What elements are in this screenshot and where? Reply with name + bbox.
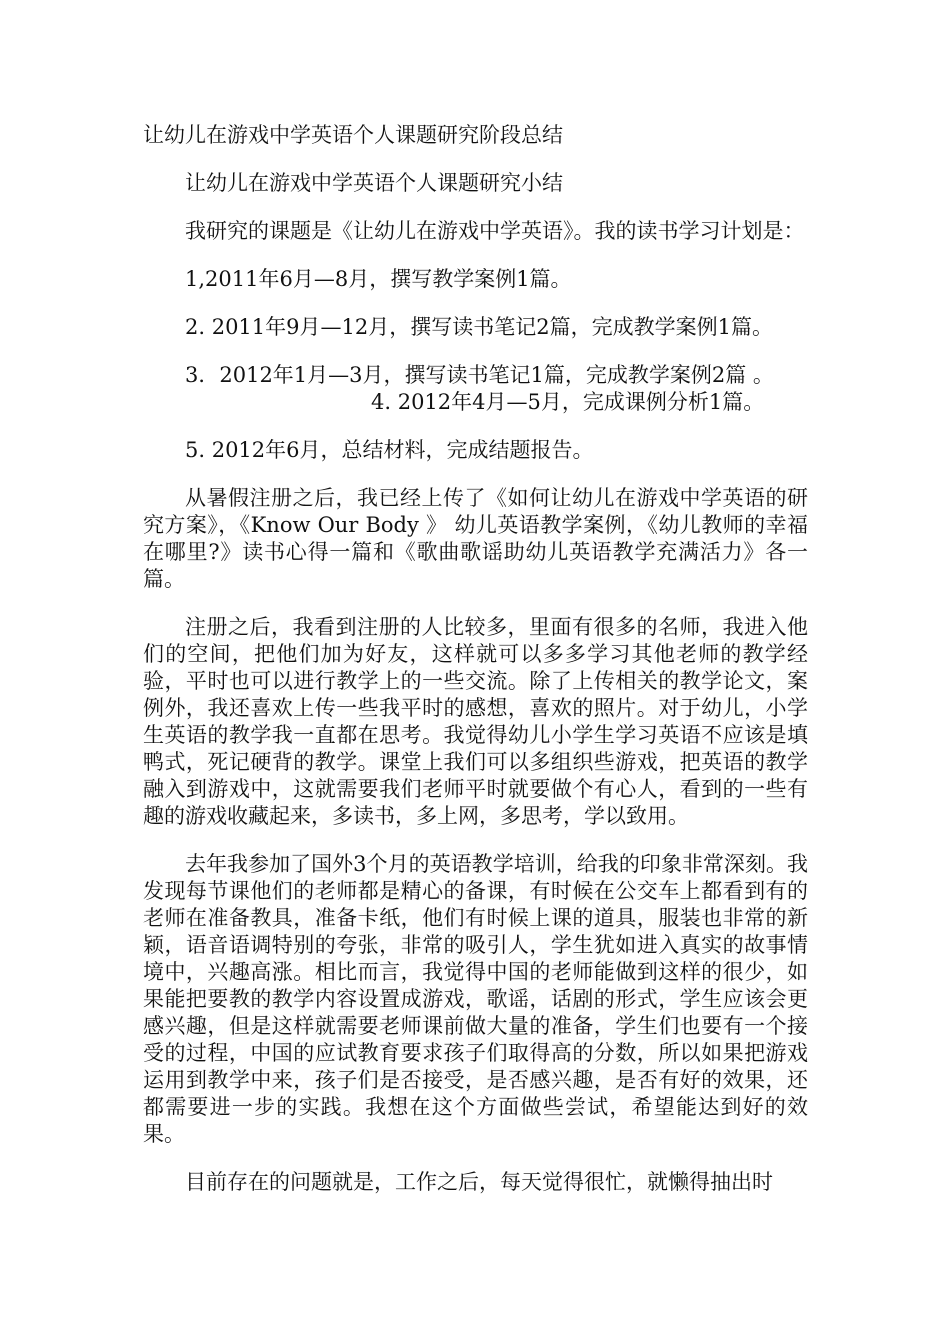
plan-item-1: 1,2011年6月—8月，撰写教学案例1篇。 bbox=[185, 267, 572, 291]
plan-item-3: 3．2012年1月—3月，撰写读书笔记1篇，完成教学案例2篇 。 bbox=[185, 363, 774, 387]
body-paragraph-1: 从暑假注册之后，我已经上传了《如何让幼儿在游戏中学英语的研究方案》，《Know Our Body 》 幼儿英语教学案例，《幼儿教师的幸福在哪里?》读书心得一篇和《歌曲歌谣助幼儿英语教学充满活力》各一篇。 bbox=[143, 486, 808, 591]
plan-item-4: 4. 2012年4月—5月，完成课例分析1篇。 bbox=[371, 390, 765, 414]
intro-paragraph: 我研究的课题是《让幼儿在游戏中学英语》。我的读书学习计划是： bbox=[185, 219, 805, 243]
body-paragraph-4: 目前存在的问题就是，工作之后，每天觉得很忙，就懒得抽出时 bbox=[185, 1170, 773, 1194]
body-paragraph-2: 注册之后，我看到注册的人比较多，里面有很多的名师，我进入他们的空间，把他们加为好友，这样就可以多多学习其他老师的教学经验，平时也可以进行教学上的一些交流。除了上传相关的教学论文，案例外，我还喜欢上传一些我平时的感想，喜欢的照片。对于幼儿，小学生英语的教学我一直都在思考。我觉得幼儿小学生学习英语不应该是填鸭式，死记硬背的教学。课堂上我们可以多组织些游戏，把英语的教学融入到游戏中，这就需要我们老师平时就要做个有心人，看到的一些有趣的游戏收藏起来，多读书，多上网，多思考，学以致用。 bbox=[143, 615, 808, 828]
document-title: 让幼儿在游戏中学英语个人课题研究阶段总结 bbox=[143, 123, 563, 147]
document-subtitle: 让幼儿在游戏中学英语个人课题研究小结 bbox=[185, 171, 563, 195]
plan-item-5: 5. 2012年6月，总结材料，完成结题报告。 bbox=[185, 438, 594, 462]
body-paragraph-3: 去年我参加了国外3个月的英语教学培训，给我的印象非常深刻。我发现每节课他们的老师都是精心的备课，有时候在公交车上都看到有的老师在准备教具，准备卡纸，他们有时候上课的道具，服装也非常的新颖，语音语调特别的夸张，非常的吸引人，学生犹如进入真实的故事情境中，兴趣高涨。相比而言，我觉得中国的老师能做到这样的很少，如果能把要教的教学内容设置成游戏，歌谣，话剧的形式，学生应该会更感兴趣，但是这样就需要老师课前做大量的准备，学生们也要有一个接受的过程，中国的应试教育要求孩子们取得高的分数，所以如果把游戏运用到教学中来，孩子们是否接受，是否感兴趣，是否有好的效果，还都需要进一步的实践。我想在这个方面做些尝试，希望能达到好的效果。 bbox=[143, 852, 808, 1146]
document-page bbox=[143, 122, 808, 1217]
plan-item-2: 2. 2011年9月—12月，撰写读书笔记2篇，完成教学案例1篇。 bbox=[185, 315, 773, 339]
